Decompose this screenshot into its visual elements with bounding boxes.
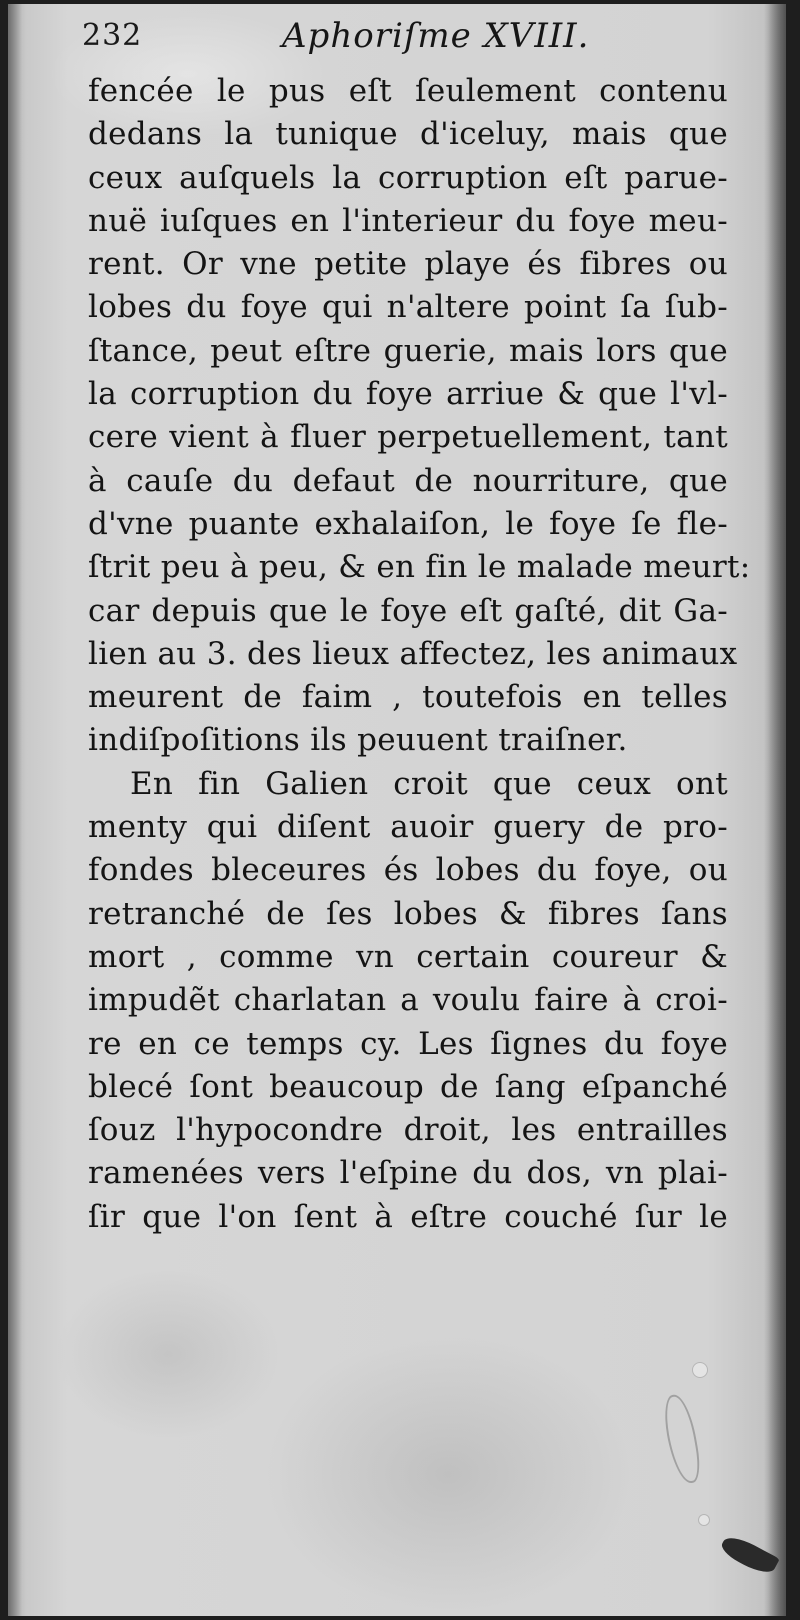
text-line: rent. Or vne petite playe és fibres ou — [88, 246, 728, 283]
text-line: menty qui diſent auoir guery de pro- — [88, 809, 728, 846]
gutter-shadow — [8, 4, 22, 1616]
text-line: lobes du foye qui n'altere point ſa ſub- — [88, 289, 728, 326]
text-line: retranché de ſes lobes & fibres ſans — [88, 895, 728, 932]
text-line: fondes bleceures és lobes du foye, ou — [88, 852, 728, 889]
text-line: fencée le pus eſt ſeulement contenu — [88, 73, 728, 109]
text-line: blecé ſont beaucoup de ſang eſpanché — [88, 1068, 728, 1105]
text-line: mort , comme vn certain coureur & — [88, 938, 728, 975]
text-line: ſtrit peu à peu, & en fin le malade meurt: — [88, 549, 751, 586]
water-stain — [660, 1392, 703, 1485]
book-page — [8, 4, 786, 1616]
text-line: dedans la tunique d'iceluy, mais que — [88, 116, 728, 153]
page-number: 232 — [82, 18, 143, 53]
text-line: d'vne puante exhalaiſon, le foye ſe fle- — [88, 505, 728, 542]
text-line: ſir que l'on ſent à eſtre couché ſur le — [88, 1198, 728, 1235]
text-line: nuë iuſques en l'interieur du foye meu- — [88, 202, 728, 239]
text-line: car depuis que le foye eſt gaſté, dit Ga- — [88, 592, 728, 629]
text-line: à cauſe du defaut de nourriture, que — [88, 462, 728, 499]
body-text — [88, 70, 751, 1239]
page-edge-shadow — [764, 4, 786, 1616]
paragraph-first-line: En fin Galien croit que ceux ont — [130, 765, 728, 802]
text-line: la corruption du foye arriue & que l'vl- — [88, 376, 728, 413]
text-line: re en ce temps cy. Les ſignes du foye — [88, 1025, 728, 1062]
text-line: meurent de faim , toutefois en telles — [88, 679, 728, 716]
text-line: indiſpoſitions ils peuuent traiſner. — [88, 722, 628, 759]
text-line: ramenées vers l'eſpine du dos, vn plai- — [88, 1155, 728, 1192]
running-head: Aphoriſme XVIII. — [282, 16, 590, 56]
text-line: ceux auſquels la corruption eſt parue- — [88, 159, 728, 196]
text-line: impudẽt charlatan a voulu faire à croi- — [88, 982, 728, 1019]
page-header — [82, 18, 722, 62]
text-line: ſtance, peut eſtre guerie, mais lors que — [88, 332, 728, 369]
text-line: lien au 3. des lieux affectez, les animaux — [88, 635, 738, 672]
text-line: ſouz l'hypocondre droit, les entrailles — [88, 1112, 728, 1149]
paper-spot — [698, 1514, 710, 1526]
paper-spot — [692, 1362, 708, 1378]
text-line: cere vient à fluer perpetuellement, tant — [88, 419, 728, 456]
